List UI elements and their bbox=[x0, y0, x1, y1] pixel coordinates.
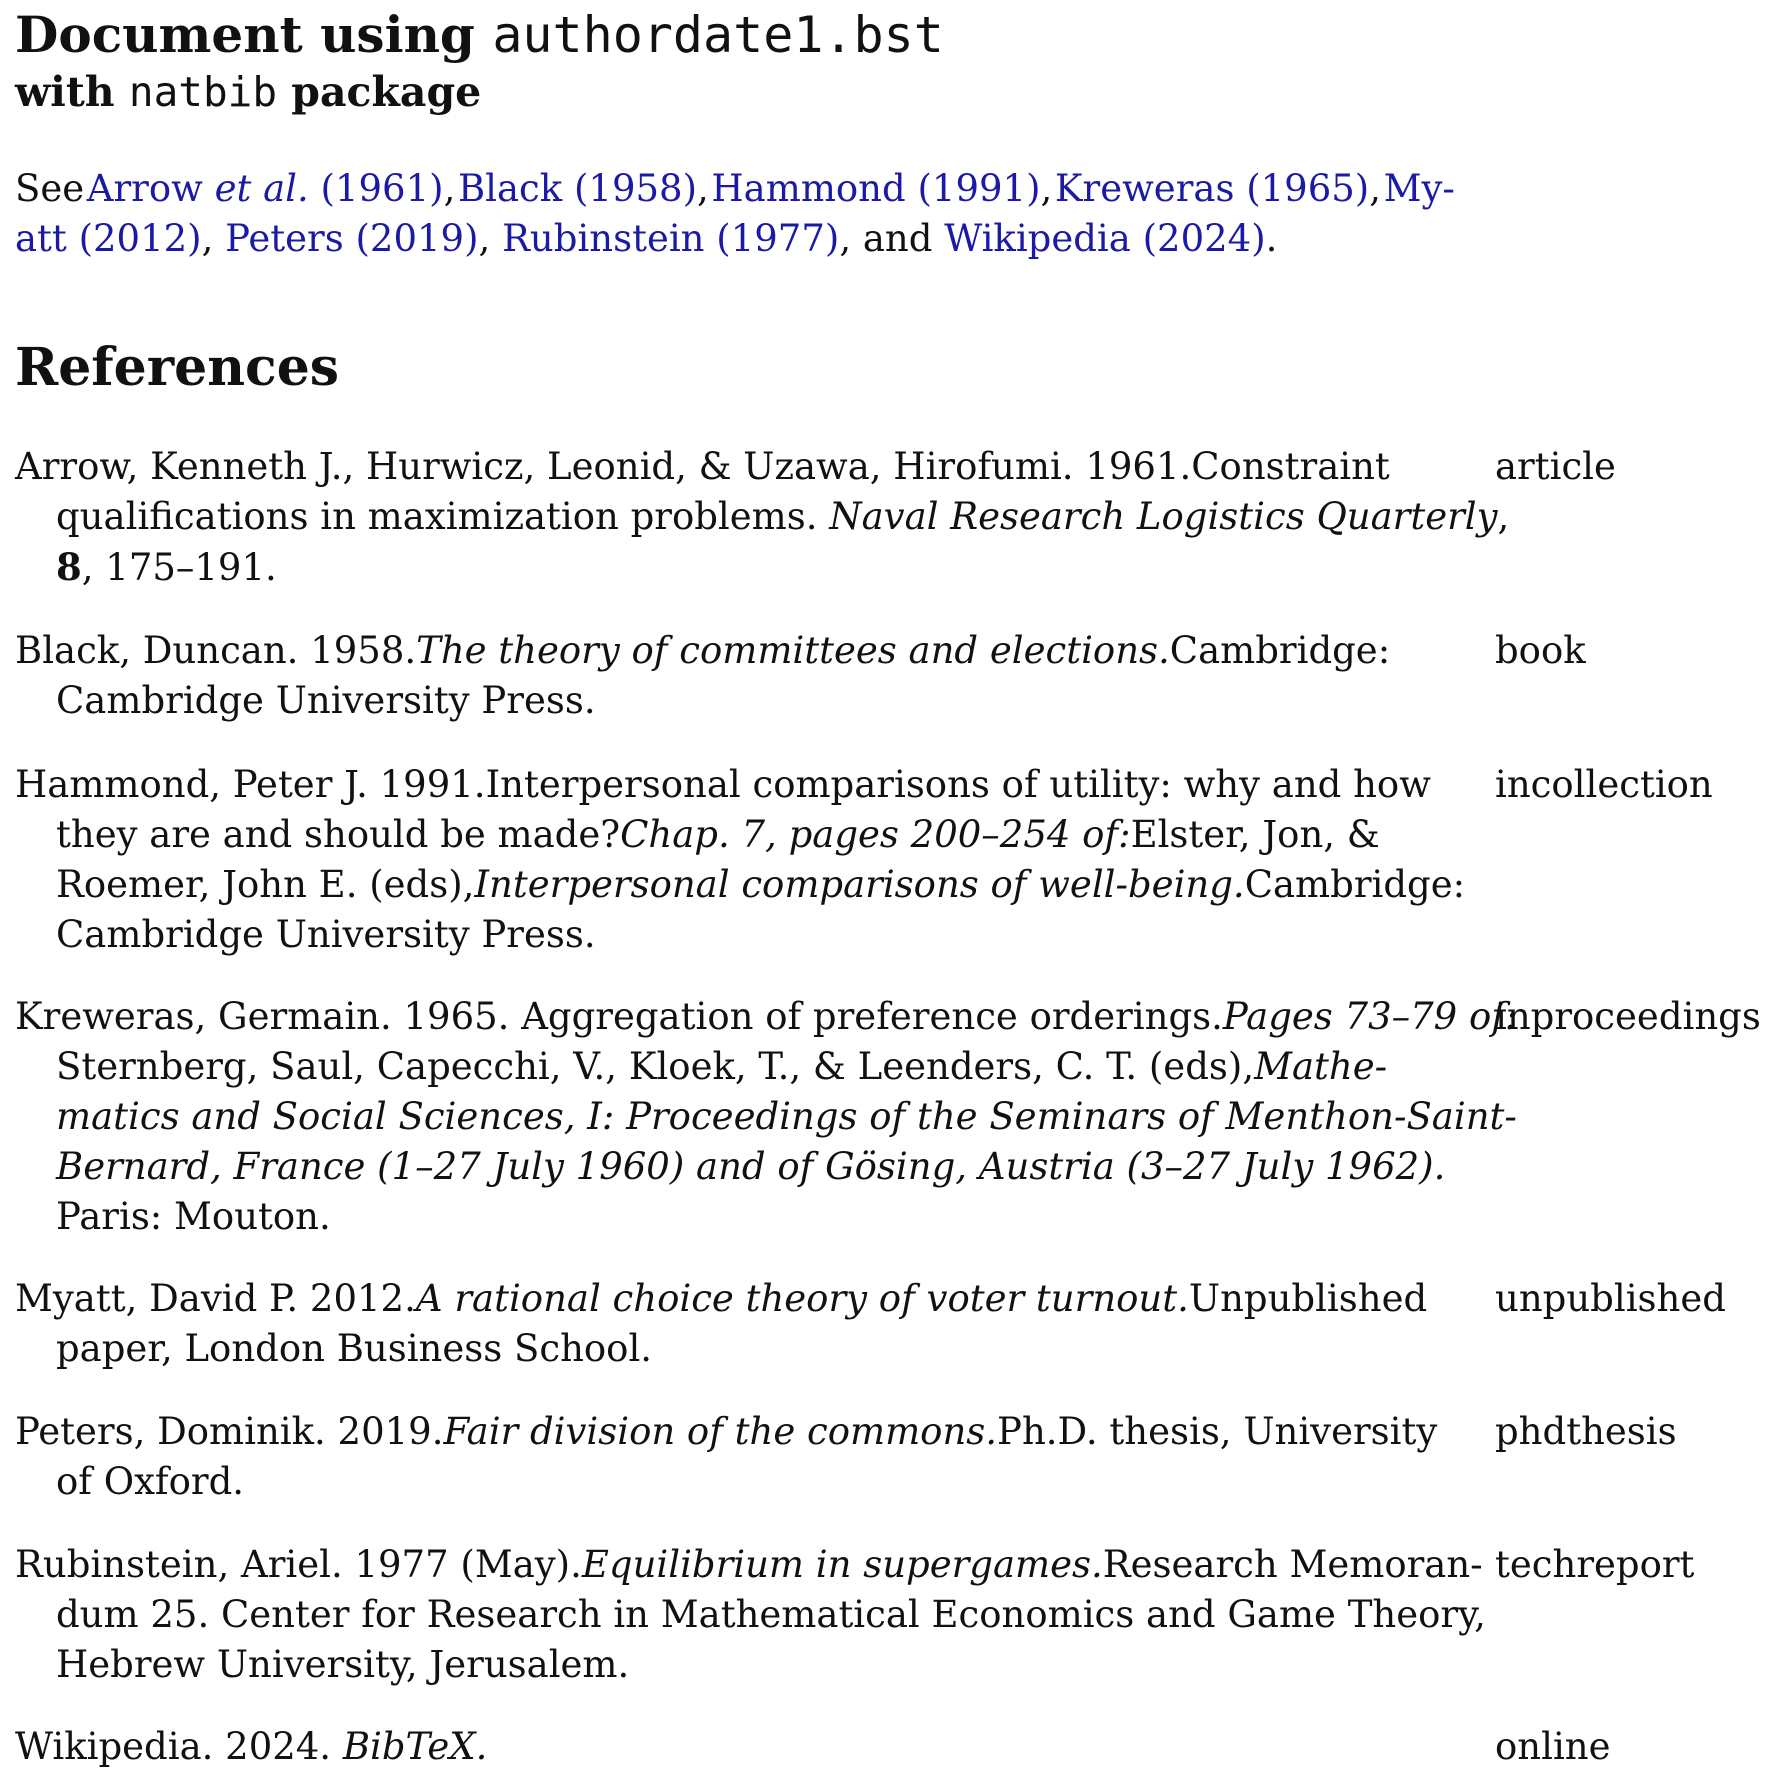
cite-black: Black (1958), bbox=[457, 167, 709, 210]
ref-line: they are and should be made?Chap. 7, pages 200–254 of:Elster, Jon, & bbox=[56, 813, 1380, 856]
cite-rubinstein-link[interactable]: Rubinstein (1977) bbox=[502, 217, 840, 260]
ref-line: Black, Duncan. 1958.The theory of committees and elections.Cambridge: bbox=[15, 629, 1391, 672]
cite-arrow-link[interactable]: Arrow et al. (1961) bbox=[86, 167, 444, 210]
cite-arrow: Arrow et al. (1961), bbox=[86, 167, 456, 210]
ref-type-label: inproceedings bbox=[1495, 995, 1761, 1038]
cite-wikipedia-link[interactable]: Wikipedia (2024) bbox=[944, 217, 1266, 260]
title-filename: authordate1.bst bbox=[492, 6, 944, 64]
reference-black bbox=[15, 626, 1755, 726]
subtitle-package: natbib bbox=[128, 68, 278, 116]
ref-line: Cambridge University Press. bbox=[56, 913, 596, 956]
title-prefix: Document using bbox=[15, 5, 475, 64]
cite-kreweras: Kreweras (1965), bbox=[1054, 167, 1382, 210]
reference-hammond bbox=[15, 760, 1755, 960]
cite-hammond-link[interactable]: Hammond (1991) bbox=[711, 167, 1041, 210]
ref-line: qualifications in maximization problems. Naval Research Logistics Quarterly, bbox=[56, 495, 1510, 538]
cite-peters-link[interactable]: Peters (2019) bbox=[225, 217, 479, 260]
ref-type-label: phdthesis bbox=[1495, 1410, 1677, 1453]
page-title bbox=[15, 6, 944, 64]
ref-line: Kreweras, Germain. 1965. Aggregation of preference orderings.Pages 73–79 of: bbox=[15, 995, 1518, 1038]
cite-hammond: Hammond (1991), bbox=[711, 167, 1053, 210]
ref-line: 8, 175–191. bbox=[56, 545, 277, 589]
ref-line: Cambridge University Press. bbox=[56, 679, 596, 722]
intro-and: and bbox=[862, 217, 933, 260]
ref-type-label: techreport bbox=[1495, 1543, 1695, 1586]
reference-rubinstein bbox=[15, 1540, 1755, 1690]
cite-myatt-link-part2[interactable]: att (2012) bbox=[15, 217, 202, 260]
page-subtitle bbox=[15, 68, 481, 116]
reference-kreweras bbox=[15, 992, 1761, 1242]
cite-black-link[interactable]: Black (1958) bbox=[457, 167, 698, 210]
cite-myatt-link-part1[interactable]: My- bbox=[1383, 167, 1455, 210]
ref-type-label: unpublished bbox=[1495, 1277, 1726, 1320]
ref-line: paper, London Business School. bbox=[56, 1327, 653, 1370]
ref-line: Arrow, Kenneth J., Hurwicz, Leonid, & Uzawa, Hirofumi. 1961.Constraint bbox=[15, 445, 1390, 488]
intro-line-1 bbox=[15, 164, 1455, 214]
cite-kreweras-link[interactable]: Kreweras (1965) bbox=[1054, 167, 1370, 210]
ref-type-label: online bbox=[1495, 1725, 1611, 1768]
ref-line: Peters, Dominik. 2019.Fair division of the commons.Ph.D. thesis, University bbox=[15, 1410, 1438, 1453]
ref-line: Bernard, France (1–27 July 1960) and of Gösing, Austria (3–27 July 1962). bbox=[56, 1145, 1446, 1188]
intro-paragraph bbox=[15, 164, 1455, 264]
ref-type-label: article bbox=[1495, 445, 1616, 488]
references-heading: References bbox=[15, 337, 340, 398]
ref-line: matics and Social Sciences, I: Proceedings of the Seminars of Menthon-Saint- bbox=[56, 1095, 1517, 1138]
ref-line: Hammond, Peter J. 1991.Interpersonal comparisons of utility: why and how bbox=[15, 763, 1431, 806]
ref-line: Sternberg, Saul, Capecchi, V., Kloek, T., & Leenders, C. T. (eds),Mathe- bbox=[56, 1045, 1388, 1088]
subtitle-prefix: with bbox=[15, 68, 115, 116]
intro-see: See bbox=[15, 167, 85, 210]
reference-myatt bbox=[15, 1274, 1755, 1374]
ref-type-label: incollection bbox=[1495, 763, 1713, 806]
intro-line-2: att (2012), Peters (2019), Rubinstein (1977), and Wikipedia (2024). bbox=[15, 217, 1278, 260]
ref-line: Myatt, David P. 2012.A rational choice theory of voter turnout.Unpublished bbox=[15, 1277, 1428, 1320]
ref-line: of Oxford. bbox=[56, 1460, 245, 1503]
reference-arrow bbox=[15, 442, 1755, 593]
ref-line: Wikipedia. 2024. BibTeX. bbox=[15, 1725, 488, 1768]
subtitle-suffix: package bbox=[291, 68, 482, 116]
reference-wikipedia bbox=[15, 1722, 1755, 1772]
ref-line: Paris: Mouton. bbox=[56, 1195, 331, 1238]
ref-type-label: book bbox=[1495, 629, 1586, 672]
ref-line: dum 25. Center for Research in Mathematical Economics and Game Theory, bbox=[56, 1593, 1486, 1636]
ref-line: Hebrew University, Jerusalem. bbox=[56, 1643, 630, 1686]
reference-peters bbox=[15, 1407, 1755, 1507]
ref-line: Roemer, John E. (eds),Interpersonal comparisons of well-being.Cambridge: bbox=[56, 863, 1466, 906]
ref-line: Rubinstein, Ariel. 1977 (May).Equilibrium in supergames.Research Memoran- bbox=[15, 1543, 1483, 1586]
